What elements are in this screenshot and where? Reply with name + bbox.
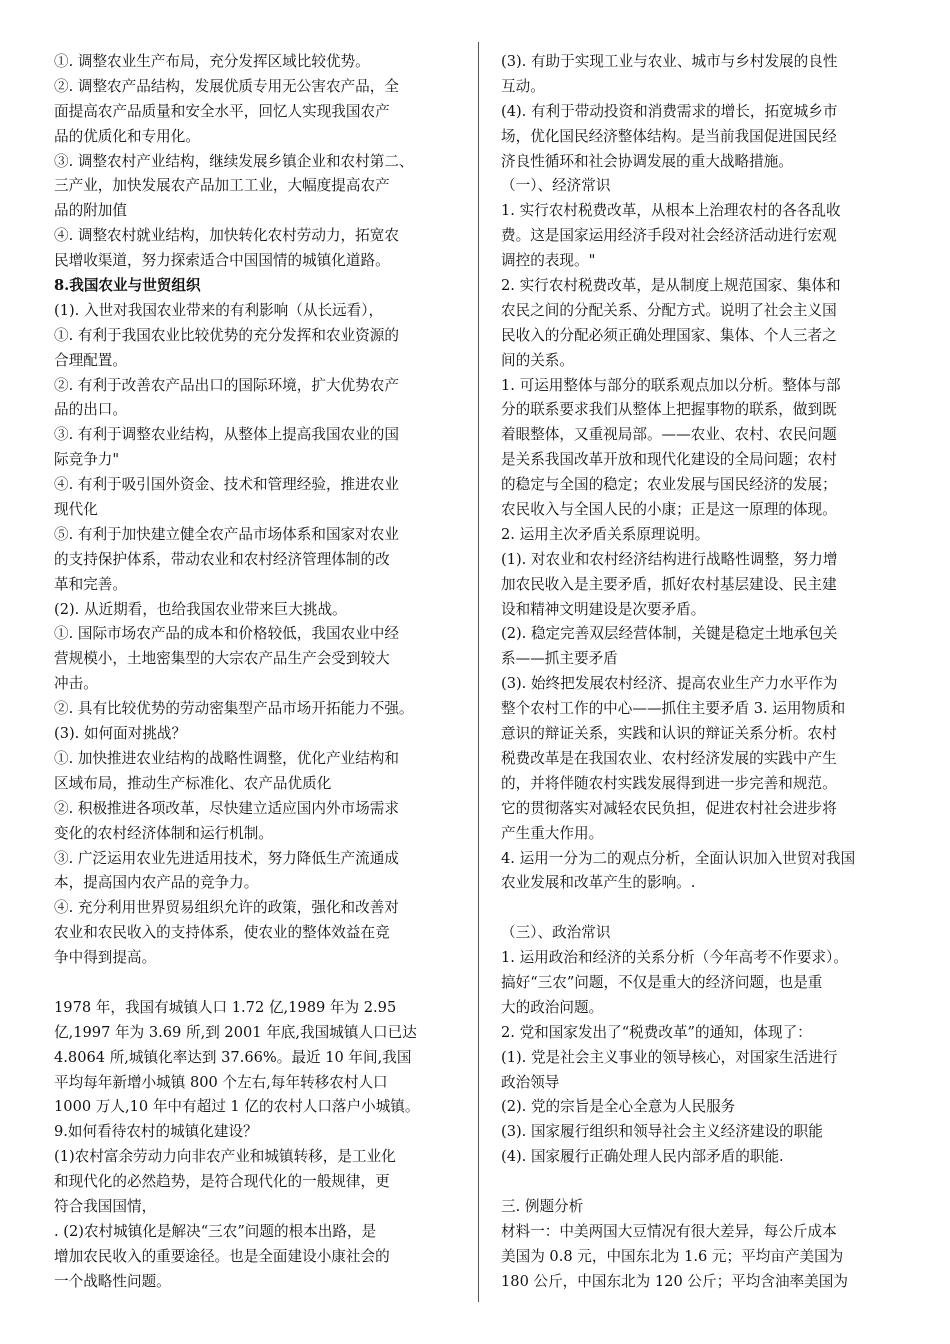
text-line: 1. 运用政治和经济的关系分析（今年高考不作要求）。 [501, 949, 848, 967]
text-line: (3). 始终把发展农村经济、提高农业生产力水平作为 [501, 675, 838, 693]
text-line: ④. 有利于吸引国外资金、技术和管理经验，推进农业 [54, 476, 399, 494]
text-line: 合理配置。 [54, 351, 127, 369]
text-line [501, 896, 901, 921]
text-line: 1000 万人,10 年中有超过 1 亿的农村人口落户小城镇。 [54, 1098, 420, 1116]
left-column [54, 50, 462, 1295]
text-line: ①. 加快推进农业结构的战略性调整，优化产业结构和 [54, 749, 399, 767]
text-line: ③. 调整农村产业结构，继续发展乡镇企业和农村第二、 [54, 152, 414, 170]
text-line: 搞好“三农”问题，不仅是重大的经济问题，也是重 [501, 973, 823, 991]
text-line: 三产业，加快发展农产品加工工业，大幅度提高农产 [54, 177, 390, 195]
text-line: 际竞争力" [54, 451, 120, 469]
text-line: ③. 广泛运用农业先进适用技术，努力降低生产流通成 [54, 849, 399, 867]
text-line: 品的附加值 [54, 202, 127, 220]
text-line: 营规模小，土地密集型的大宗农产品生产会受到较大 [54, 650, 390, 668]
text-line: 互动。 [501, 77, 545, 95]
text-line: 品的出口。 [54, 401, 127, 419]
text-line: 材料一：中美两国大豆情况有很大差异，每公斤成本 [501, 1222, 837, 1240]
text-line: 增加农民收入的重要途径。也是全面建设小康社会的 [54, 1247, 390, 1265]
text-line: (1)农村富余劳动力向非农产业和城镇转移，是工业化 [54, 1148, 396, 1166]
text-line: 革和完善。 [54, 575, 127, 593]
section-heading: 8.我国农业与世贸组织 [54, 277, 201, 295]
text-line: 品的优质化和专用化。 [54, 127, 200, 145]
text-line: ②. 具有比较优势的劳动密集型产品市场开拓能力不强。 [54, 700, 414, 718]
text-line: (2). 从近期看，也给我国农业带来巨大挑战。 [54, 600, 347, 618]
text-line: 区域布局，推动生产标准化、农产品优质化 [54, 774, 332, 792]
text-line: 冲击。 [54, 675, 98, 693]
text-line: 面提高农产品质量和安全水平，回忆人实现我国农产 [54, 102, 390, 120]
text-line: （一）、经济常识 [501, 177, 611, 195]
text-line: 产生重大作用。 [501, 824, 604, 842]
text-line: 民收入的分配必须正确处理国家、集体、个人三者之 [501, 326, 837, 344]
text-line: 符合我国国情， [54, 1197, 157, 1215]
text-line: ④. 充分利用世界贸易组织允许的政策，强化和改善对 [54, 899, 399, 917]
text-line [501, 1170, 901, 1195]
text-line: 着眼整体，又重视局部。——农业、农村、农民问题 [501, 426, 837, 444]
text-line: (1). 党是社会主义事业的领导核心，对国家生活进行 [501, 1048, 838, 1066]
text-line: 4. 运用一分为二的观点分析，全面认识加入世贸对我国 [501, 849, 856, 867]
text-line: ⑤. 有利于加快建立健全农产品市场体系和国家对农业 [54, 525, 399, 543]
text-line: 民增收渠道，努力探索适合中国国情的城镇化道路。 [54, 252, 390, 270]
text-line: ②. 调整农产品结构，发展优质专用无公害农产品，全 [54, 77, 399, 95]
text-line: 变化的农村经济体制和运行机制。 [54, 824, 273, 842]
text-line: 亿,1997 年为 3.69 所,到 2001 年底,我国城镇人口已达 [54, 1023, 417, 1041]
text-line: 的支持保护体系，带动农业和农村经济管理体制的改 [54, 550, 390, 568]
text-line: ①. 国际市场农产品的成本和价格较低，我国农业中经 [54, 625, 399, 643]
text-line: ③. 有利于调整农业结构，从整体上提高我国农业的国 [54, 426, 399, 444]
text-line: 9.如何看待农村的城镇化建设？ [54, 1123, 258, 1141]
text-line: (3). 如何面对挑战？ [54, 725, 187, 743]
text-line: ④. 调整农村就业结构，加快转化农村劳动力，拓宽农 [54, 227, 399, 245]
text-line: 系——抓主要矛盾 [501, 650, 618, 668]
text-line: 一个战略性问题。 [54, 1272, 171, 1290]
text-line: (3). 国家履行组织和领导社会主义经济建设的职能 [501, 1123, 823, 1141]
text-line: 美国为 0.8 元，中国东北为 1.6 元；平均亩产美国为 [501, 1247, 844, 1265]
text-line: 和现代化的必然趋势，是符合现代化的一般规律，更 [54, 1173, 390, 1191]
text-line: 平均每年新增小城镇 800 个左右,每年转移农村人口 [54, 1073, 388, 1091]
text-line: 争中得到提高。 [54, 949, 157, 967]
text-line: (1). 对农业和农村经济结构进行战略性调整，努力增 [501, 550, 838, 568]
text-line: 加农民收入是主要矛盾，抓好农村基层建设、民主建 [501, 575, 837, 593]
text-line: 调控的表现。" [501, 252, 596, 270]
text-line: 2. 实行农村税费改革，是从制度上规范国家、集体和 [501, 277, 841, 295]
text-line: ①. 调整农业生产布局，充分发挥区域比较优势。 [54, 53, 370, 70]
text-line: (1). 入世对我国农业带来的有利影响（从长远看）， [54, 301, 384, 319]
text-line: 大的政治问题。 [501, 998, 604, 1016]
text-line: 三. 例题分析 [501, 1197, 584, 1215]
text-line: 2. 党和国家发出了“税费改革”的通知，体现了： [501, 1023, 812, 1041]
text-line: 1978 年，我国有城镇人口 1.72 亿,1989 年为 2.95 [54, 998, 397, 1016]
text-line: 本，提高国内农产品的竞争力。 [54, 874, 259, 892]
text-line: (4). 有利于带动投资和消费需求的增长，拓宽城乡市 [501, 102, 838, 120]
text-line: （三）、政治常识 [501, 924, 611, 942]
text-line: ②. 有利于改善农产品出口的国际环境，扩大优势农产 [54, 376, 399, 394]
column-divider [478, 42, 479, 1302]
text-line: 的，并将伴随农村实践发展得到进一步完善和规范。 [501, 774, 837, 792]
text-line: 的稳定与全国的稳定；农业发展与国民经济的发展； [501, 476, 837, 494]
text-line: 政治领导 [501, 1073, 560, 1091]
text-line: 设和精神文明建设是次要矛盾。 [501, 600, 706, 618]
text-line: 间的关系。 [501, 351, 574, 369]
text-line: 农业和农民收入的支持体系，使农业的整体效益在竞 [54, 924, 390, 942]
text-line: 济良性循环和社会协调发展的重大战略措施。 [501, 152, 793, 170]
text-line: 1. 实行农村税费改革，从根本上治理农村的各各乱收 [501, 202, 841, 220]
right-column [501, 50, 901, 1295]
text-line: (2). 稳定完善双层经营体制，关键是稳定土地承包关 [501, 625, 838, 643]
text-line: (2). 党的宗旨是全心全意为人民服务 [501, 1098, 736, 1116]
text-line [54, 971, 462, 996]
text-line: 180 公斤，中国东北为 120 公斤；平均含油率美国为 [501, 1272, 848, 1290]
text-line: 它的贯彻落实对减轻农民负担，促进农村社会进步将 [501, 799, 837, 817]
text-line: 意识的辩证关系，实践和认识的辩证关系分析。农村 [501, 725, 837, 743]
text-line: 费。这是国家运用经济手段对社会经济活动进行宏观 [501, 227, 837, 245]
text-line: (4). 国家履行正确处理人民内部矛盾的职能. [501, 1148, 784, 1166]
text-line: (3). 有助于实现工业与农业、城市与乡村发展的良性 [501, 53, 838, 70]
text-line: 1. 可运用整体与部分的联系观点加以分析。整体与部 [501, 376, 841, 394]
text-line: ②. 积极推进各项改革，尽快建立适应国内外市场需求 [54, 799, 399, 817]
text-line: 2. 运用主次矛盾关系原理说明。 [501, 525, 710, 543]
text-line: 农民收入与全国人民的小康；正是这一原理的体现。 [501, 501, 837, 519]
text-line: 4.8064 所,城镇化率达到 37.66%。最近 10 年间,我国 [54, 1048, 412, 1066]
text-line: 农业发展和改革产生的影响。. [501, 874, 696, 892]
text-line: 农民之间的分配关系、分配方式。说明了社会主义国 [501, 301, 837, 319]
text-line: 是关系我国改革开放和现代化建设的全局问题；农村 [501, 451, 837, 469]
text-line: 分的联系要求我们从整体上把握事物的联系，做到既 [501, 401, 837, 419]
text-line: . (2)农村城镇化是解决“三农”问题的根本出路，是 [54, 1222, 377, 1240]
text-line: 税费改革是在我国农业、农村经济发展的实践中产生 [501, 749, 837, 767]
text-line: ①. 有利于我国农业比较优势的充分发挥和农业资源的 [54, 326, 399, 344]
text-line: 现代化 [54, 501, 98, 519]
text-line: 场，优化国民经济整体结构。是当前我国促进国民经 [501, 127, 837, 145]
text-line: 整个农村工作的中心——抓住主要矛盾 3. 运用物质和 [501, 700, 846, 718]
